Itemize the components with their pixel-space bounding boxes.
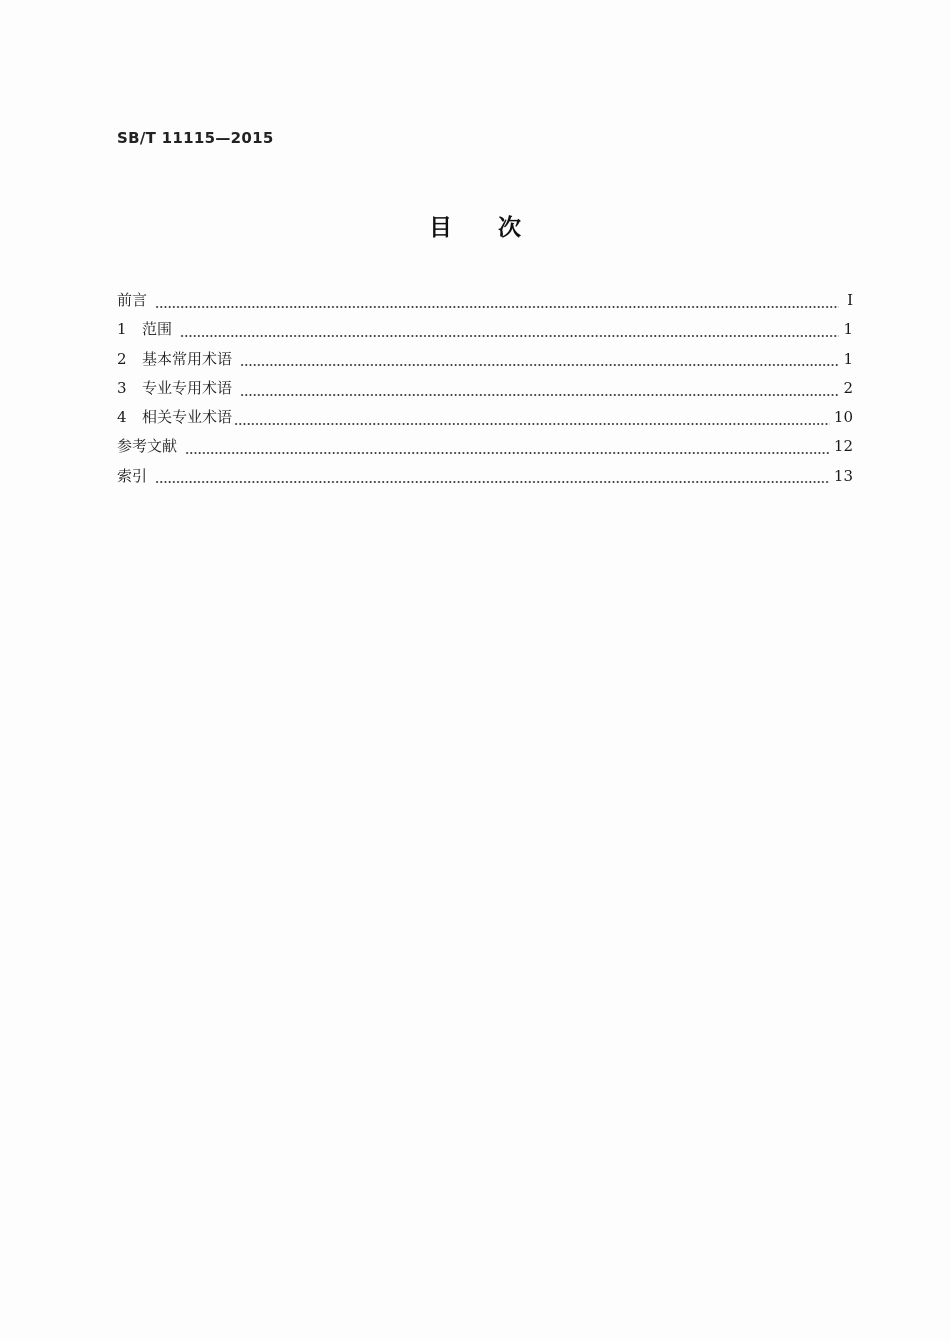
toc-entry-label: 范围 (142, 320, 173, 339)
toc-entry-label: 索引 (117, 466, 148, 485)
toc-entry-label: 相关专业术语 (142, 408, 233, 427)
toc-entry-page: 1 (843, 320, 853, 339)
toc-entry-page: 10 (833, 408, 853, 427)
toc-entry-label: 基本常用术语 (142, 349, 233, 368)
dot-leader (180, 334, 839, 338)
toc-entry-number: 2 (117, 349, 127, 368)
toc-entry-label: 参考文献 (117, 437, 178, 456)
toc-entry-page: 13 (833, 466, 853, 485)
toc-entry-number: 3 (117, 378, 127, 397)
toc-entry-page: 2 (843, 378, 853, 397)
toc-entry-number: 4 (117, 408, 127, 427)
toc-entry-page: Ⅰ (847, 291, 853, 309)
toc-entry-label: 专业专用术语 (142, 378, 233, 397)
dot-leader (185, 451, 830, 455)
dot-leader (234, 422, 830, 426)
toc-entry-scope[interactable] (117, 318, 853, 347)
toc-entry-page: 12 (833, 437, 853, 456)
toc-entry-related-terms[interactable] (117, 406, 853, 435)
toc-entry-specialized-terms[interactable] (117, 377, 853, 406)
toc-entry-page: 1 (843, 349, 853, 368)
toc-entry-label: 前言 (117, 291, 148, 309)
document-code: SB/T 11115—2015 (117, 129, 274, 147)
toc-entry-foreword[interactable] (117, 289, 853, 318)
toc-entry-number: 1 (117, 320, 127, 339)
dot-leader (155, 480, 830, 484)
toc-entry-basic-terms[interactable] (117, 348, 853, 377)
dot-leader (240, 393, 839, 397)
table-of-contents (117, 289, 853, 494)
dot-leader (155, 305, 839, 309)
page-title: 目次 (429, 215, 567, 241)
toc-entry-index[interactable] (117, 465, 853, 494)
toc-entry-references[interactable] (117, 435, 853, 464)
dot-leader (240, 363, 839, 367)
